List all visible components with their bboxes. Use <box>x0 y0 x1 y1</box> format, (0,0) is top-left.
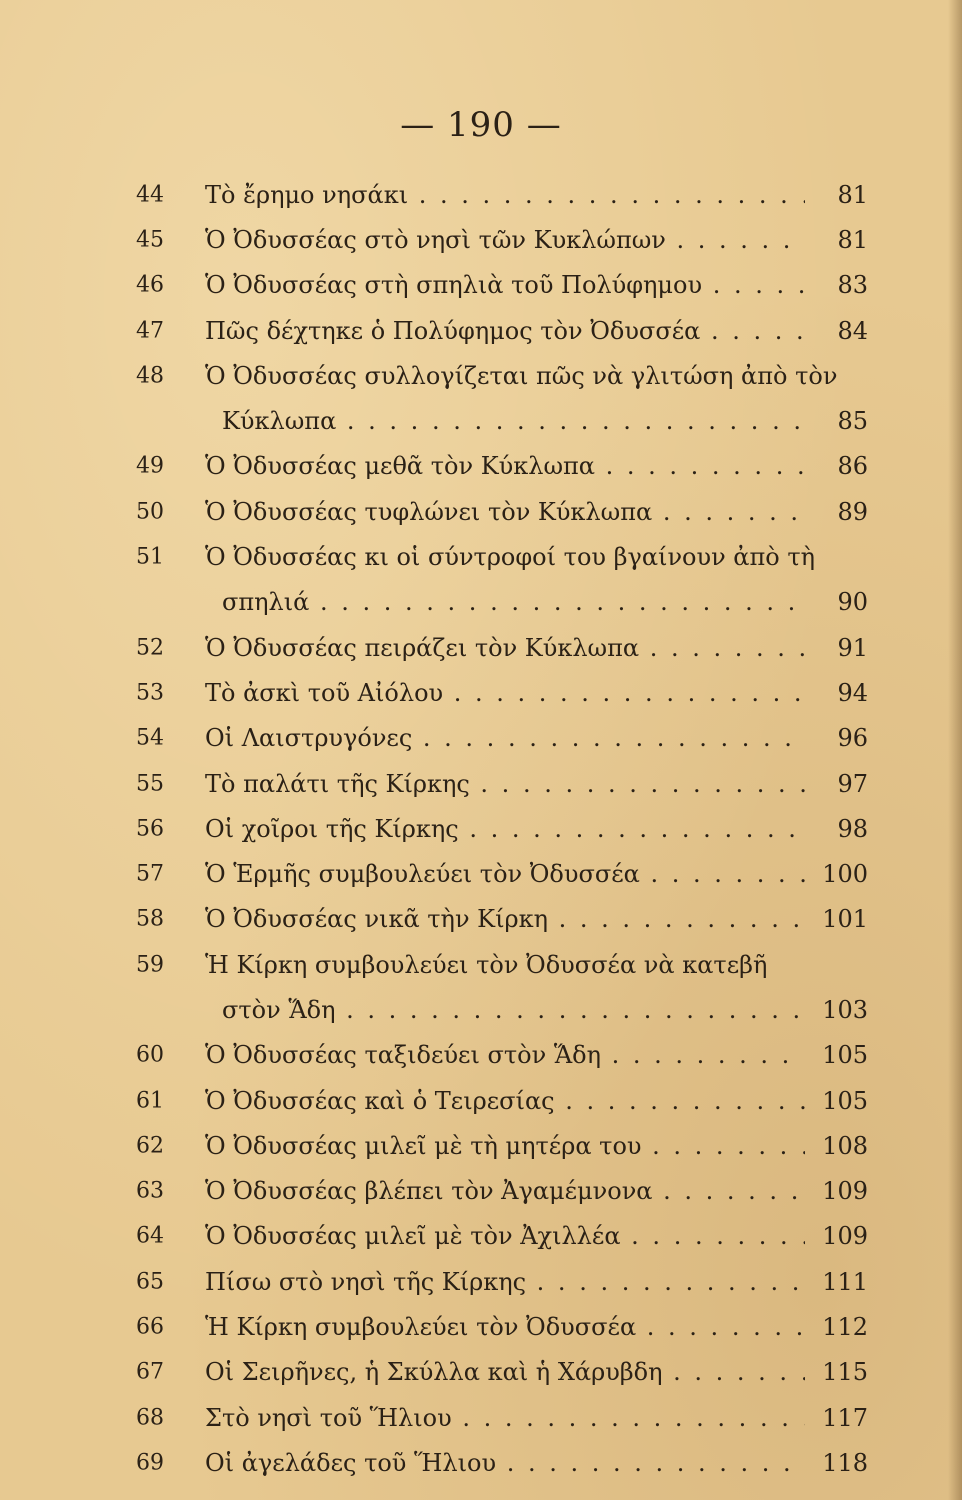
chapter-title: Ὁ Ὀδυσσέας κι οἱ σύντροφοί του βγαίνουν ἀπὸ τὴ <box>205 543 816 572</box>
page-reference: 105 <box>822 1086 868 1115</box>
toc-entry-line <box>0 263 962 308</box>
page-reference: 112 <box>822 1313 868 1342</box>
page-reference: 91 <box>837 633 868 662</box>
toc-entry-line <box>0 1440 962 1485</box>
chapter-number: 48 <box>136 363 164 389</box>
chapter-number: 50 <box>136 499 164 525</box>
toc-entry-line-continued <box>0 580 962 625</box>
chapter-title: Τὸ ἀσκὶ τοῦ Αἰόλου . . . <box>205 679 805 707</box>
toc-entry <box>0 851 962 896</box>
toc-entry-line <box>0 444 962 489</box>
page-reference: 94 <box>837 678 868 707</box>
page-reference: 81 <box>837 225 868 254</box>
chapter-title: Ὁ Ὀδυσσέας βλέπει τὸν Ἀγαμέμνονα . . . <box>205 1177 805 1205</box>
page-reference: 111 <box>822 1267 868 1296</box>
page-reference: 83 <box>837 271 868 300</box>
toc-entry <box>0 1259 962 1304</box>
toc-entry-line <box>0 217 962 262</box>
toc-entry-line <box>0 897 962 942</box>
chapter-number: 54 <box>136 725 164 751</box>
chapter-title: Ὁ Ὀδυσσέας νικᾶ τὴν Κίρκη . . . <box>205 905 805 933</box>
toc-entry-line <box>0 1214 962 1259</box>
chapter-title-continuation: στὸν Ἅδη . . . <box>222 996 805 1024</box>
table-of-contents <box>0 172 962 1486</box>
page-reference: 81 <box>837 180 868 209</box>
toc-entry-line <box>0 1304 962 1349</box>
chapter-number: 46 <box>136 272 164 298</box>
chapter-title: Οἱ Λαιστρυγόνες . . . <box>205 724 805 752</box>
chapter-title: Ἡ Κίρκη συμβουλεύει τὸν Ὀδυσσέα νὰ κατεβῆ <box>205 950 768 979</box>
page-reference: 86 <box>837 452 868 481</box>
chapter-number: 59 <box>136 952 164 978</box>
page-reference: 103 <box>822 995 868 1024</box>
chapter-title: Ὁ Ὀδυσσέας πειράζει τὸν Κύκλωπα . . . <box>205 634 805 662</box>
page-reference: 89 <box>837 497 868 526</box>
toc-entry-line <box>0 1259 962 1304</box>
chapter-number: 61 <box>136 1088 164 1114</box>
chapter-number: 58 <box>136 906 164 932</box>
toc-entry <box>0 761 962 806</box>
page-reference: 90 <box>837 588 868 617</box>
toc-entry-line-continued <box>0 398 962 443</box>
chapter-number: 65 <box>136 1269 164 1295</box>
toc-entry-line <box>0 172 962 217</box>
chapter-title: Ὁ Ὀδυσσέας στὴ σπηλιὰ τοῦ Πολύφημου . . . <box>205 271 805 299</box>
chapter-title-continuation: Κύκλωπα . . . <box>222 407 805 435</box>
chapter-number: 52 <box>136 635 164 661</box>
toc-entry <box>0 716 962 761</box>
page-reference: 96 <box>837 724 868 753</box>
toc-entry <box>0 1304 962 1349</box>
page-reference: 100 <box>822 860 868 889</box>
chapter-number: 69 <box>136 1450 164 1476</box>
page-reference: 118 <box>822 1448 868 1477</box>
toc-entry-line <box>0 761 962 806</box>
chapter-title: Ὁ Ὀδυσσέας καὶ ὁ Τειρεσίας . . . <box>205 1087 805 1115</box>
toc-entry <box>0 534 962 625</box>
chapter-number: 64 <box>136 1223 164 1249</box>
toc-entry <box>0 670 962 715</box>
toc-entry-line <box>0 308 962 353</box>
toc-entry <box>0 308 962 353</box>
toc-entry <box>0 1440 962 1485</box>
toc-entry-line <box>0 851 962 896</box>
page-reference: 115 <box>822 1358 868 1387</box>
toc-entry <box>0 1078 962 1123</box>
page-reference: 117 <box>822 1403 868 1432</box>
chapter-number: 66 <box>136 1314 164 1340</box>
toc-entry <box>0 897 962 942</box>
chapter-title: Ἡ Κίρκη συμβουλεύει τὸν Ὀδυσσέα . . . <box>205 1313 805 1341</box>
toc-entry <box>0 1350 962 1395</box>
toc-entry-line <box>0 806 962 851</box>
toc-entry-line <box>0 670 962 715</box>
toc-entry-line <box>0 1033 962 1078</box>
chapter-title: Ὁ Ὀδυσσέας συλλογίζεται πῶς νὰ γλιτώση ἀπὸ τὸν <box>205 361 838 390</box>
page-reference: 109 <box>822 1177 868 1206</box>
toc-entry <box>0 444 962 489</box>
chapter-title: Ὁ Ὀδυσσέας στὸ νησὶ τῶν Κυκλώπων . . . <box>205 226 805 254</box>
chapter-number: 67 <box>136 1359 164 1385</box>
chapter-title: Πῶς δέχτηκε ὁ Πολύφημος τὸν Ὀδυσσέα . . . <box>205 317 805 345</box>
toc-entry-line <box>0 1169 962 1214</box>
toc-entry-line <box>0 1395 962 1440</box>
toc-entry-line <box>0 1350 962 1395</box>
toc-entry <box>0 625 962 670</box>
chapter-number: 57 <box>136 861 164 887</box>
toc-entry <box>0 263 962 308</box>
toc-entry-line <box>0 489 962 534</box>
chapter-title: Στὸ νησὶ τοῦ Ἥλιου . . . <box>205 1404 805 1432</box>
page-reference: 97 <box>837 769 868 798</box>
page-reference: 105 <box>822 1041 868 1070</box>
toc-entry <box>0 1169 962 1214</box>
toc-entry <box>0 1123 962 1168</box>
toc-entry-line <box>0 1123 962 1168</box>
toc-entry <box>0 806 962 851</box>
chapter-number: 47 <box>136 318 164 344</box>
toc-entry-line <box>0 1078 962 1123</box>
chapter-number: 60 <box>136 1042 164 1068</box>
chapter-title: Ὁ Ὀδυσσέας ταξιδεύει στὸν Ἅδη . . . <box>205 1041 805 1069</box>
chapter-title-continuation: σπηλιά . . . <box>222 588 805 616</box>
toc-entry <box>0 217 962 262</box>
page-reference: 98 <box>837 814 868 843</box>
chapter-title: Ὁ Ὀδυσσέας μεθᾶ τὸν Κύκλωπα . . . <box>205 452 805 480</box>
toc-entry-line <box>0 942 962 987</box>
page-reference: 108 <box>822 1131 868 1160</box>
chapter-number: 45 <box>136 227 164 253</box>
chapter-title: Ὁ Ὀδυσσέας τυφλώνει τὸν Κύκλωπα . . . <box>205 498 805 526</box>
chapter-title: Οἱ Σειρῆνες, ἡ Σκύλλα καὶ ἡ Χάρυβδη . . . <box>205 1358 805 1386</box>
toc-entry-line <box>0 625 962 670</box>
page-number: — 190 — <box>400 105 562 145</box>
chapter-title: Οἱ ἀγελάδες τοῦ Ἥλιου . . . <box>205 1449 805 1477</box>
chapter-number: 63 <box>136 1178 164 1204</box>
page-reference: 101 <box>822 905 868 934</box>
page-reference: 84 <box>837 316 868 345</box>
chapter-number: 51 <box>136 544 164 570</box>
chapter-number: 56 <box>136 816 164 842</box>
toc-entry <box>0 1033 962 1078</box>
chapter-number: 55 <box>136 771 164 796</box>
chapter-title: Ὁ Ὀδυσσέας μιλεῖ μὲ τὴ μητέρα του . . . <box>205 1132 805 1160</box>
toc-entry <box>0 942 962 1033</box>
toc-entry <box>0 1395 962 1440</box>
chapter-number: 53 <box>136 680 164 706</box>
toc-entry-line <box>0 716 962 761</box>
toc-entry <box>0 1214 962 1259</box>
chapter-title: Οἱ χοῖροι τῆς Κίρκης . . . <box>205 815 805 843</box>
chapter-title: Ὁ Ἑρμῆς συμβουλεύει τὸν Ὀδυσσέα . . . <box>205 860 805 888</box>
chapter-number: 49 <box>136 453 164 479</box>
toc-entry <box>0 172 962 217</box>
toc-entry-line <box>0 353 962 398</box>
toc-entry <box>0 489 962 534</box>
chapter-title: Πίσω στὸ νησὶ τῆς Κίρκης . . . <box>205 1268 805 1296</box>
toc-entry <box>0 353 962 444</box>
toc-entry-line-continued <box>0 987 962 1032</box>
chapter-number: 68 <box>136 1405 164 1431</box>
page-reference: 109 <box>822 1222 868 1251</box>
chapter-title: Ὁ Ὀδυσσέας μιλεῖ μὲ τὸν Ἀχιλλέα . . . <box>205 1222 805 1250</box>
chapter-title: Τὸ ἔρημο νησάκι . . . <box>205 181 805 209</box>
chapter-title: Τὸ παλάτι τῆς Κίρκης . . . <box>205 770 805 798</box>
page-reference: 85 <box>837 407 868 436</box>
chapter-number: 62 <box>136 1133 164 1159</box>
toc-entry-line <box>0 534 962 579</box>
chapter-number: 44 <box>136 182 164 208</box>
